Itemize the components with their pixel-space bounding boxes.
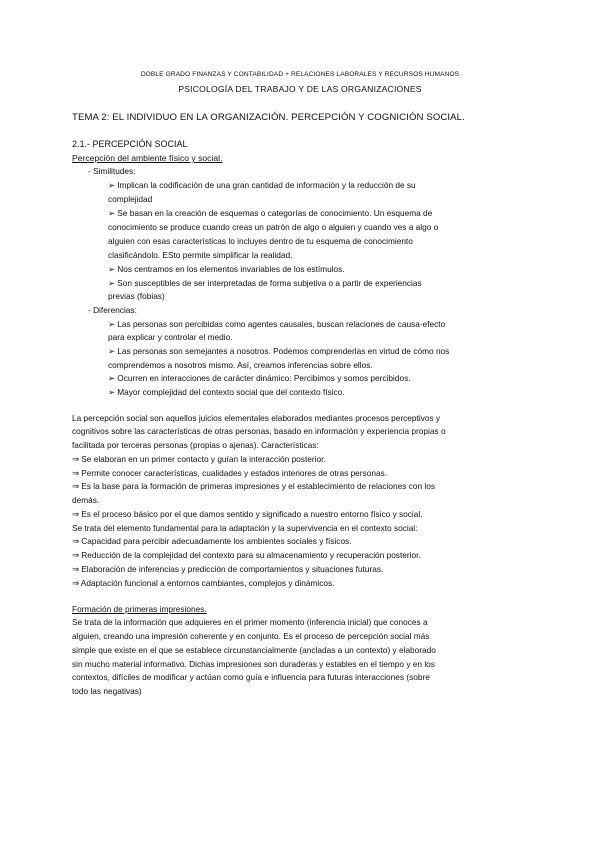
text-line: complejidad: [108, 194, 153, 204]
text-line: todo las negativas): [72, 686, 142, 696]
subsection-heading: Formación de primeras impresiones.: [72, 604, 207, 614]
text-line: Se trata de la información que adquieres en el primer momento (inferencia inicial) que conoces a: [72, 617, 428, 627]
degree-header: DOBLE GRADO FINANZAS Y CONTABILIDAD + RELACIONES LABORALES Y RECURSOS HUMANOS: [140, 71, 460, 78]
text-line: contextos, difíciles de modificar y actúan como guía e influencia para futuras interacciones (sobre: [72, 672, 430, 682]
text-line: ➢ Son susceptibles de ser interpretadas de forma subjetiva o a partir de experiencias: [108, 278, 422, 288]
text-line: ➢ Nos centramos en los elementos invariables de los estímulos.: [108, 264, 345, 274]
text-line: ⇒ Se elaboran en un primer contacto y guían la interacción posterior.: [72, 454, 326, 464]
course-header: PSICOLOGÍA DEL TRABAJO Y DE LAS ORGANIZACIONES: [178, 84, 422, 94]
text-line: ⇒ Elaboración de inferencias y predicción de comportamientos y situaciones futuras.: [72, 564, 384, 574]
text-line: - Similitudes:: [88, 166, 136, 176]
text-line: previas (fobias): [108, 291, 165, 301]
text-line: demás.: [72, 495, 100, 505]
text-line: ➢ Se basan en la creación de esquemas o categorías de conocimiento. Un esquema de: [108, 208, 433, 218]
text-line: ➢ Ocurren en interacciones de carácter dinámico: Percibimos y somos percibidos.: [108, 373, 411, 383]
text-line: La percepción social son aquellos juicios elementales elaborados mediantes procesos perceptivos y: [72, 413, 441, 423]
text-line: ➢ Las personas son percibidas como agentes causales, buscan relaciones de causa-efecto: [108, 319, 446, 329]
text-line: ⇒ Es la base para la formación de primeras impresiones y el establecimiento de relaciones con los: [72, 481, 435, 491]
text-line: facilitada por terceras personas (propias o ajenas). Características:: [72, 440, 319, 450]
text-line: ⇒ Reducción de la complejidad del contexto para su almacenamiento y recuperación posterior.: [72, 550, 421, 560]
text-line: comprendemos a nosotros mismo. Así, creamos inferencias sobre ellos.: [108, 360, 373, 370]
text-line: ⇒ Es el proceso básico por el que damos sentido y significado a nuestro entorno físico y social.: [72, 509, 423, 519]
text-line: Se trata del elemento fundamental para la adaptación y la supervivencia en el contexto social:: [72, 523, 418, 533]
tema-title: TEMA 2: EL INDIVIDUO EN LA ORGANIZACIÓN. PERCEPCIÓN Y COGNICIÓN SOCIAL.: [72, 112, 465, 123]
text-line: - Diferencias:: [88, 305, 137, 315]
text-line: ➢ Mayor complejidad del contexto social que del contexto físico.: [108, 387, 345, 397]
text-line: sin mucho material informativo. Dichas impresiones son duraderas y estables en el tiempo y en los: [72, 659, 435, 669]
text-line: ⇒ Adaptación funcional a entornos cambiantes, complejos y dinámicos.: [72, 578, 335, 588]
text-line: conocimiento se produce cuando creas un patrón de algo o alguien y cuando ves a algo o: [108, 222, 439, 232]
text-line: ⇒ Capacidad para percibir adecuadamente los ambientes sociales y físicos.: [72, 536, 352, 546]
text-line: ➢ Las personas son semejantes a nosotros. Podemos comprenderlas en virtud de cómo nos: [108, 346, 450, 356]
section-title: 2.1.- PERCEPCIÓN SOCIAL: [72, 139, 188, 149]
text-line: clasificándolo. ESto permite simplificar la realidad.: [108, 250, 293, 260]
text-line: ⇒ Permite conocer características, cualidades y estados interiores de otras personas.: [72, 468, 388, 478]
text-line: ➢ Implican la codificación de una gran cantidad de información y la reducción de su: [108, 180, 416, 190]
text-line: cognitivos sobre las características de otras personas, basado en información y experiencia propias o: [72, 426, 446, 436]
text-line: para explicar y controlar el medio.: [108, 332, 233, 342]
text-line: alguien, creando una impresión coherente y en conjunto. Es el proceso de percepción social más: [72, 631, 430, 641]
text-line: alguien con esas características lo incluyes dentro de tu esquema de conocimiento: [108, 236, 413, 246]
subsection-title: Percepción del ambiente físico y social.: [72, 153, 223, 163]
text-line: simple que existe en el que se establece circunstancialmente (ancladas a un contexto) y elaborado: [72, 645, 436, 655]
